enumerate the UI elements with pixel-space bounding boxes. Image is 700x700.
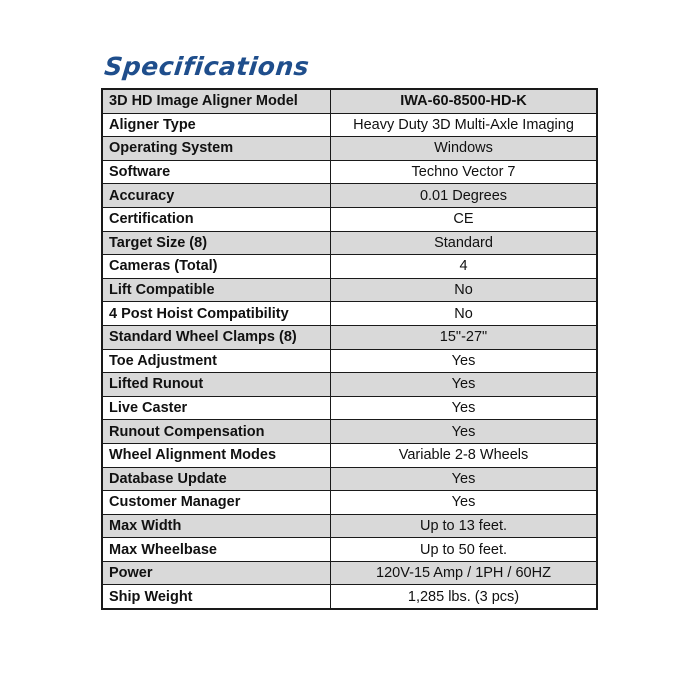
spec-label: Max Wheelbase (102, 538, 331, 562)
spec-value: No (331, 302, 598, 326)
spec-label: Database Update (102, 467, 331, 491)
spec-label: Standard Wheel Clamps (8) (102, 325, 331, 349)
spec-label: Lifted Runout (102, 373, 331, 397)
spec-value: Up to 13 feet. (331, 514, 598, 538)
spec-value: Yes (331, 396, 598, 420)
page-title: Specifications (103, 52, 311, 81)
table-row (102, 585, 597, 609)
table-row (102, 255, 597, 279)
spec-value: 0.01 Degrees (331, 184, 598, 208)
table-row (102, 278, 597, 302)
table-row (102, 396, 597, 420)
table-row (102, 302, 597, 326)
spec-label: Aligner Type (102, 113, 331, 137)
spec-value: 1,285 lbs. (3 pcs) (331, 585, 598, 609)
table-row (102, 538, 597, 562)
spec-value: No (331, 278, 598, 302)
spec-value: 15"-27" (331, 325, 598, 349)
spec-table (101, 88, 598, 610)
table-row (102, 443, 597, 467)
spec-label: Lift Compatible (102, 278, 331, 302)
spec-value: Up to 50 feet. (331, 538, 598, 562)
spec-value: Yes (331, 373, 598, 397)
spec-label: 3D HD Image Aligner Model (102, 89, 331, 113)
spec-table-body (102, 89, 597, 609)
spec-value: Variable 2-8 Wheels (331, 443, 598, 467)
spec-label: Target Size (8) (102, 231, 331, 255)
spec-value: Yes (331, 420, 598, 444)
spec-label: 4 Post Hoist Compatibility (102, 302, 331, 326)
spec-value: IWA-60-8500-HD-K (331, 89, 598, 113)
table-row (102, 467, 597, 491)
spec-label: Toe Adjustment (102, 349, 331, 373)
spec-label: Certification (102, 207, 331, 231)
spec-value: Standard (331, 231, 598, 255)
spec-value: 4 (331, 255, 598, 279)
spec-value: CE (331, 207, 598, 231)
spec-value: Windows (331, 137, 598, 161)
table-row (102, 207, 597, 231)
table-row (102, 231, 597, 255)
spec-label: Wheel Alignment Modes (102, 443, 331, 467)
table-row (102, 184, 597, 208)
spec-value: Heavy Duty 3D Multi-Axle Imaging (331, 113, 598, 137)
spec-label: Power (102, 561, 331, 585)
spec-label: Max Width (102, 514, 331, 538)
spec-label: Runout Compensation (102, 420, 331, 444)
table-row (102, 561, 597, 585)
spec-label: Ship Weight (102, 585, 331, 609)
spec-label: Accuracy (102, 184, 331, 208)
table-row (102, 113, 597, 137)
spec-label: Operating System (102, 137, 331, 161)
table-row (102, 514, 597, 538)
table-row (102, 491, 597, 515)
spec-value: 120V-15 Amp / 1PH / 60HZ (331, 561, 598, 585)
table-row (102, 420, 597, 444)
table-row (102, 349, 597, 373)
table-row (102, 160, 597, 184)
spec-value: Yes (331, 491, 598, 515)
table-row (102, 373, 597, 397)
spec-label: Live Caster (102, 396, 331, 420)
table-row (102, 137, 597, 161)
spec-value: Yes (331, 467, 598, 491)
spec-value: Yes (331, 349, 598, 373)
spec-label: Cameras (Total) (102, 255, 331, 279)
spec-label: Software (102, 160, 331, 184)
table-row (102, 89, 597, 113)
spec-value: Techno Vector 7 (331, 160, 598, 184)
spec-label: Customer Manager (102, 491, 331, 515)
table-row (102, 325, 597, 349)
